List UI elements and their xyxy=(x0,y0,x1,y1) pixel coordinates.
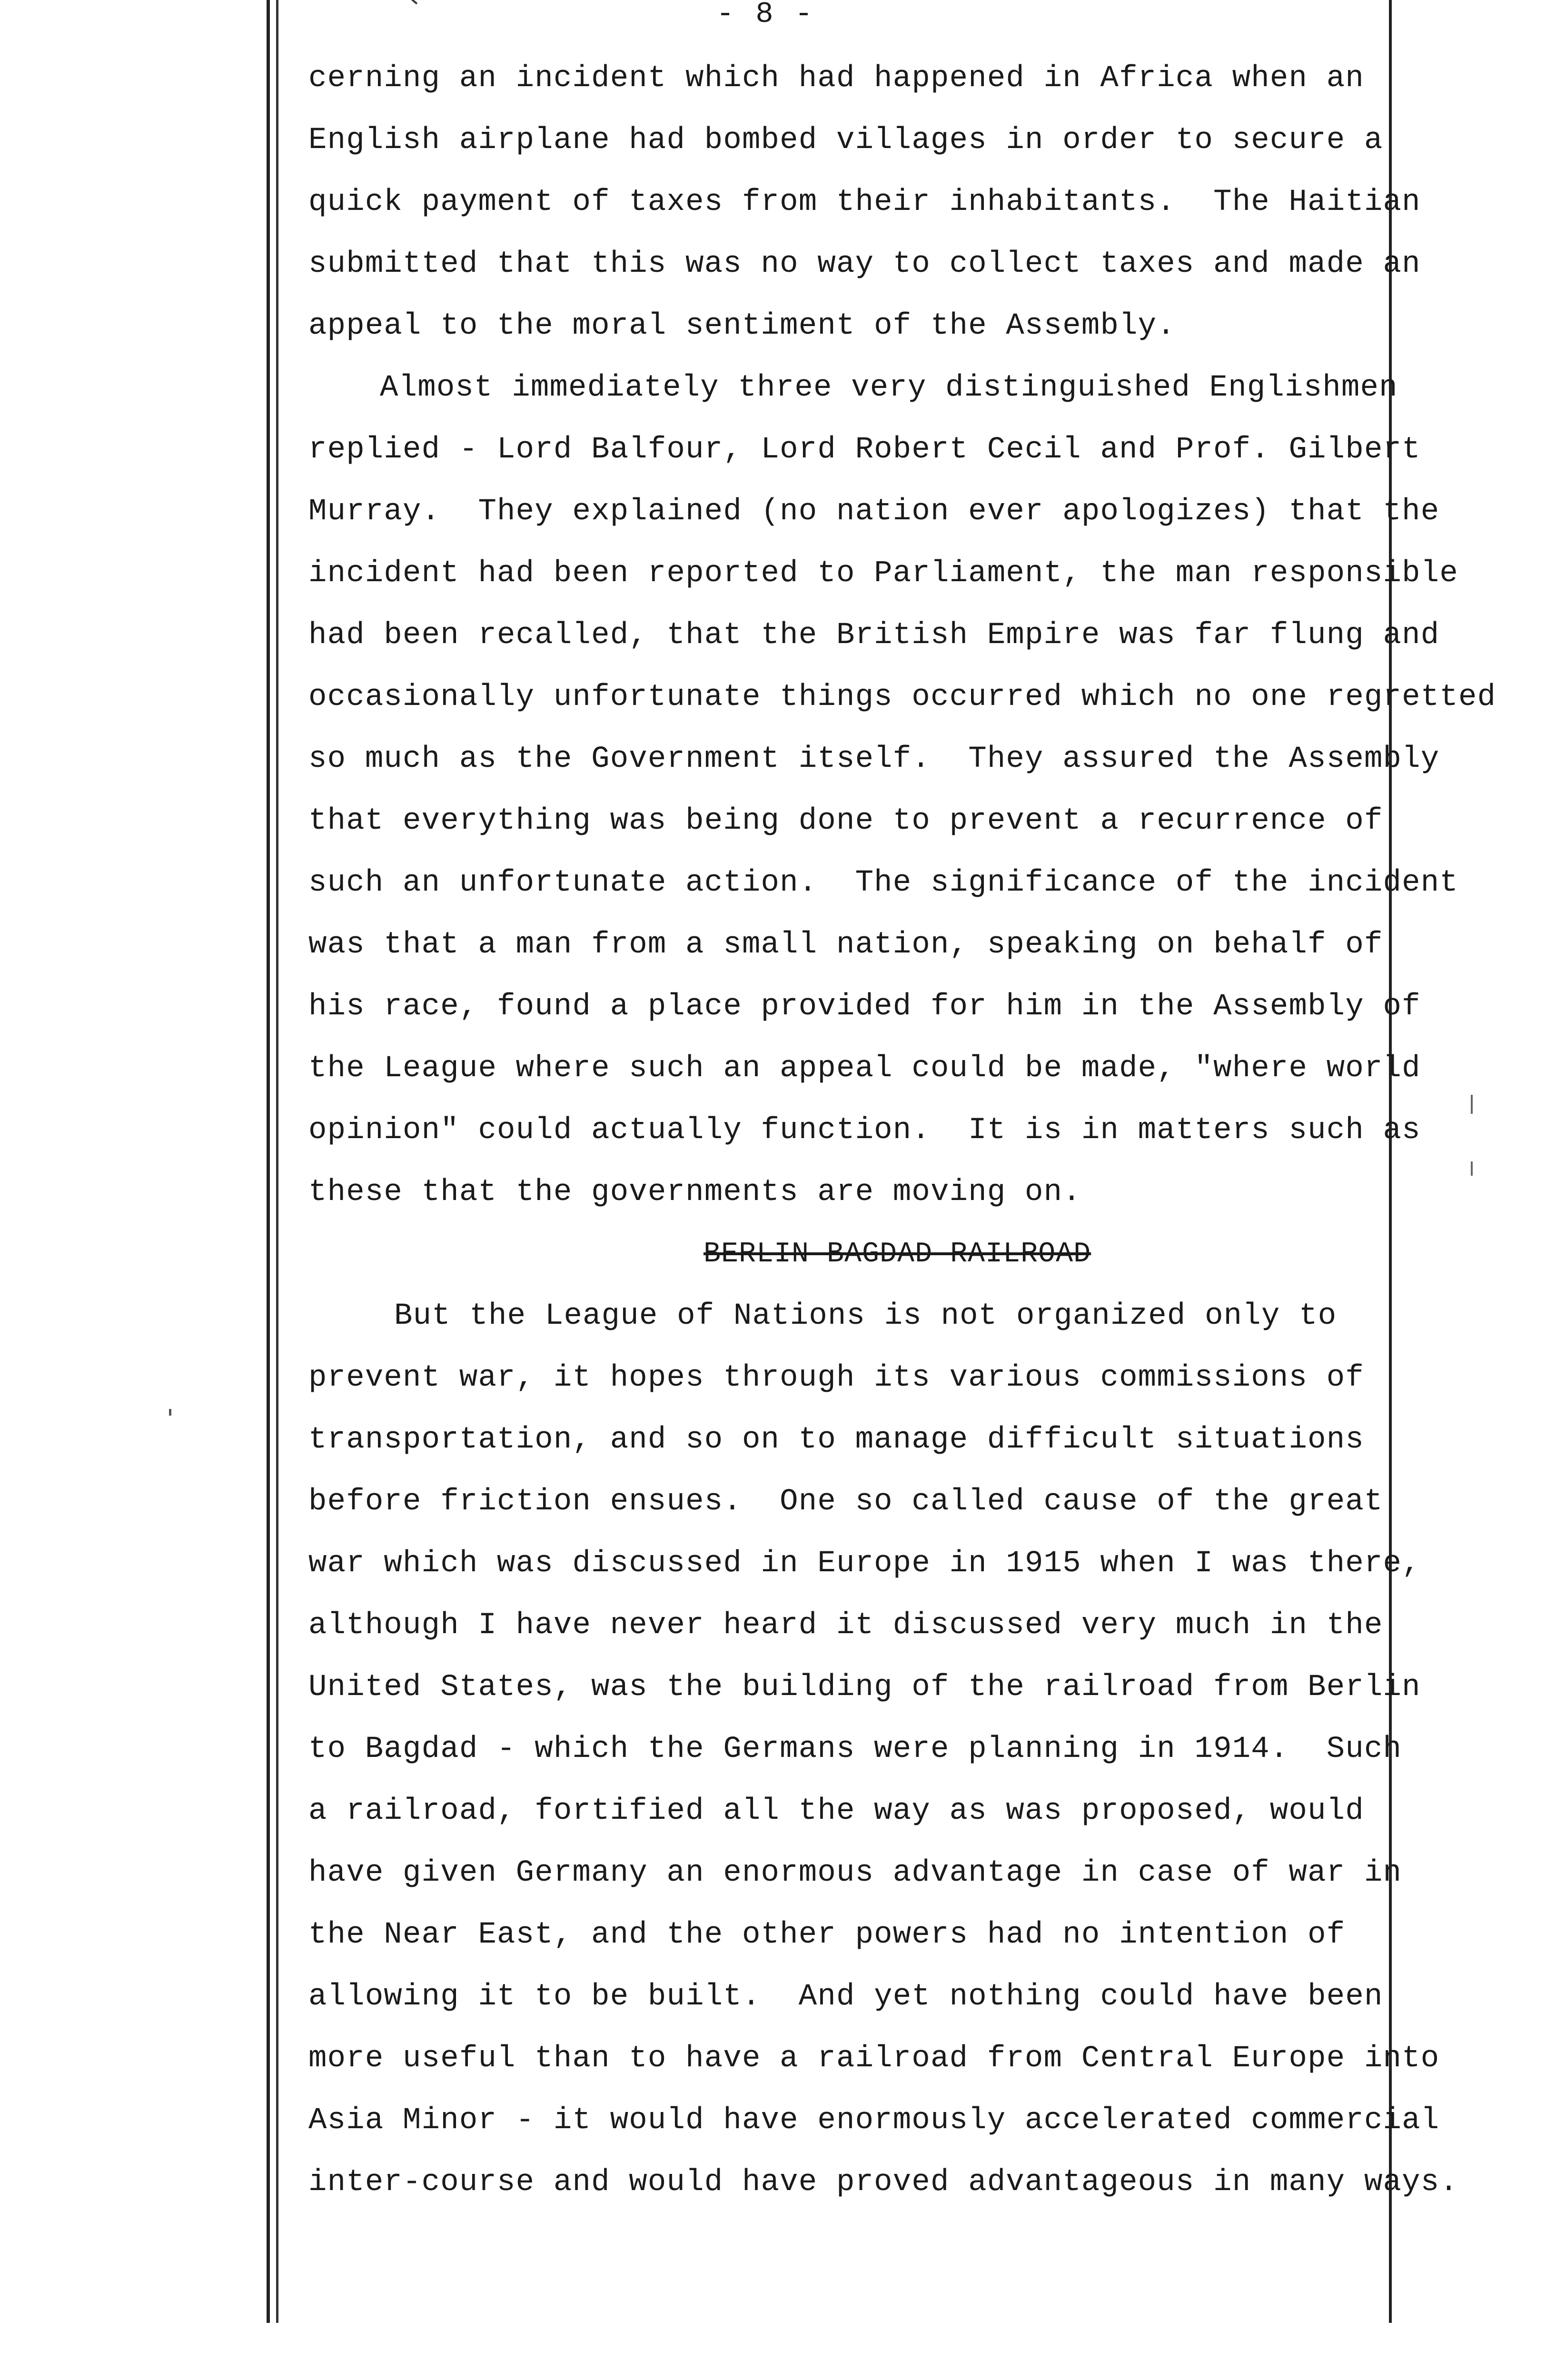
left-margin-rule-inner xyxy=(276,0,278,2323)
text-line: these that the governments are moving on. xyxy=(308,1175,1081,1210)
text-line: had been recalled, that the British Empire was far flung and xyxy=(308,618,1440,653)
text-line: Asia Minor - it would have enormously accelerated commercial xyxy=(308,2103,1440,2138)
paragraph-3 xyxy=(308,1285,1458,2213)
page-number: - 8 - xyxy=(716,0,815,31)
text-line: occasionally unfortunate things occurred which no one regretted xyxy=(308,680,1496,714)
text-line: incident had been reported to Parliament, the man responsible xyxy=(308,556,1458,591)
text-line: quick payment of taxes from their inhabitants. The Haitian xyxy=(308,185,1421,219)
text-line: submitted that this was no way to collect taxes and made an xyxy=(308,247,1421,281)
text-line: the Near East, and the other powers had no intention of xyxy=(308,1918,1346,1952)
text-line: transportation, and so on to manage difficult situations xyxy=(308,1423,1364,1457)
text-line: although I have never heard it discussed very much in the xyxy=(308,1608,1383,1643)
text-line: such an unfortunate action. The significance of the incident xyxy=(308,866,1458,900)
text-line: a railroad, fortified all the way as was proposed, would xyxy=(308,1794,1364,1828)
text-line: so much as the Government itself. They assured the Assembly xyxy=(308,742,1440,776)
text-line: the League where such an appeal could be made, "where world xyxy=(308,1051,1421,1086)
text-line: war which was discussed in Europe in 1915 when I was there, xyxy=(308,1547,1421,1581)
text-line: that everything was being done to prevent a recurrence of xyxy=(308,804,1383,838)
text-line: to Bagdad - which the Germans were planning in 1914. Such xyxy=(308,1732,1402,1766)
stray-mark xyxy=(1471,1161,1473,1176)
text-line: Almost immediately three very distinguished Englishmen xyxy=(380,371,1398,405)
text-line: have given Germany an enormous advantage in case of war in xyxy=(308,1856,1402,1890)
stray-mark xyxy=(410,0,417,4)
text-line: Murray. They explained (no nation ever apologizes) that the xyxy=(308,495,1440,529)
paragraph-1 xyxy=(308,48,1451,357)
text-line: allowing it to be built. And yet nothing could have been xyxy=(308,1980,1383,2014)
text-line: United States, was the building of the railroad from Berlin xyxy=(308,1670,1421,1705)
text-line: his race, found a place provided for him in the Assembly of xyxy=(308,990,1421,1024)
text-line: inter-course and would have proved advantageous in many ways. xyxy=(308,2165,1458,2200)
text-line: before friction ensues. One so called cause of the great xyxy=(308,1485,1383,1519)
text-line: was that a man from a small nation, speaking on behalf of xyxy=(308,928,1383,962)
stray-mark xyxy=(1471,1095,1473,1114)
text-line: replied - Lord Balfour, Lord Robert Cecil and Prof. Gilbert xyxy=(308,433,1421,467)
text-line: English airplane had bombed villages in order to secure a xyxy=(308,123,1383,158)
section-heading: BERLIN BAGDAD RAILROAD xyxy=(704,1238,1091,1270)
text-line: But the League of Nations is not organized only to xyxy=(394,1299,1337,1333)
body-text xyxy=(308,48,1496,2213)
paragraph-2 xyxy=(308,357,1496,1223)
text-line: cerning an incident which had happened in Africa when an xyxy=(308,61,1364,96)
stray-mark xyxy=(169,1409,171,1416)
text-line: opinion" could actually function. It is in matters such as xyxy=(308,1113,1421,1148)
text-line: appeal to the moral sentiment of the Assembly. xyxy=(308,309,1176,343)
text-line: more useful than to have a railroad from Central Europe into xyxy=(308,2042,1440,2076)
text-line: prevent war, it hopes through its various commissions of xyxy=(308,1361,1364,1395)
left-margin-rule-outer xyxy=(267,0,270,2323)
